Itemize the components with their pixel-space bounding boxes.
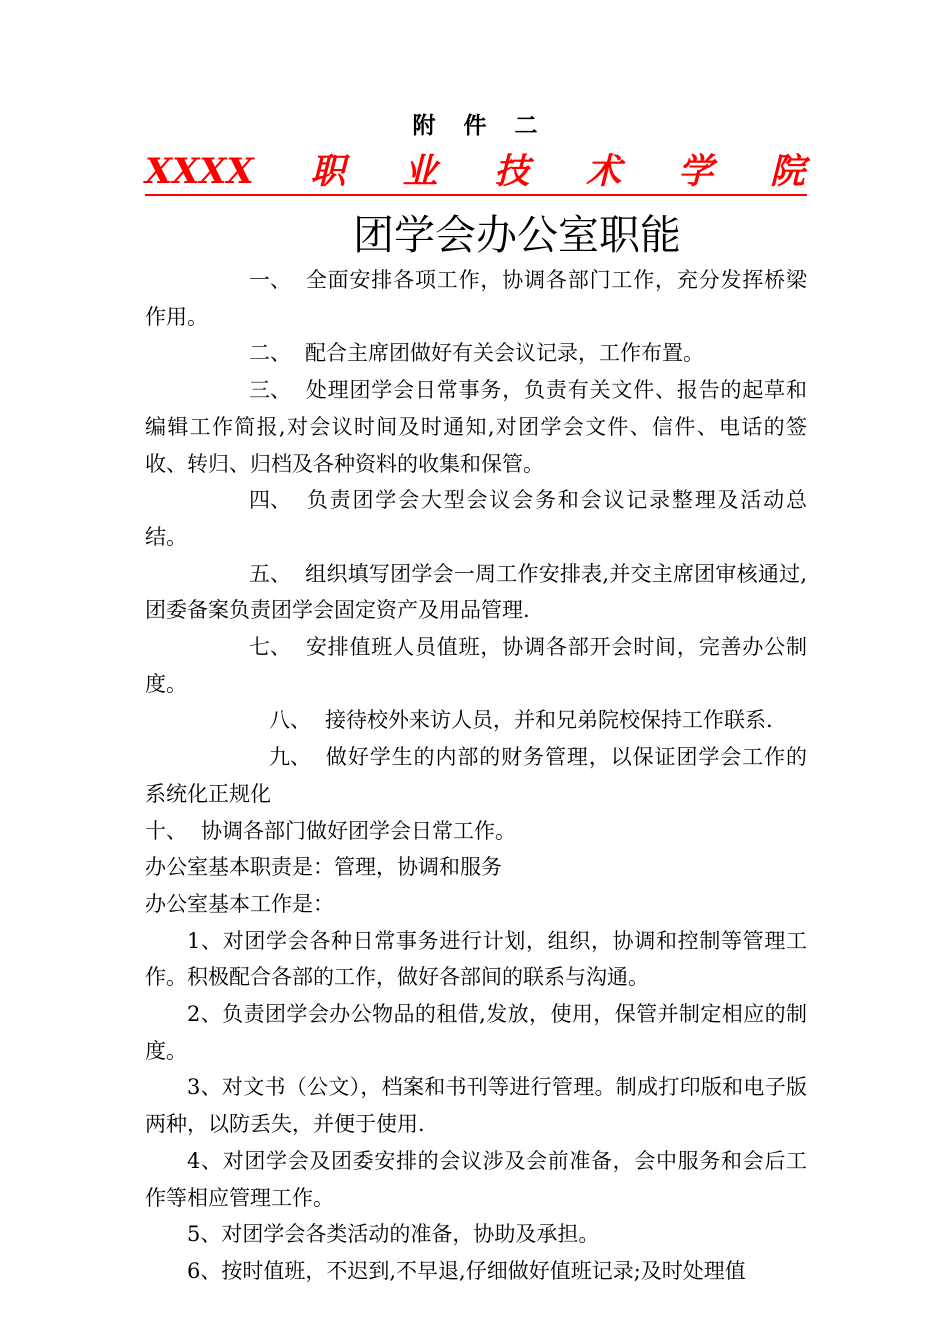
duty-number: 九、 (269, 745, 311, 770)
duty-text: 全面安排各项工作，协调各部门工作，充分发挥桥梁作用。 (145, 268, 807, 329)
duty-item (145, 556, 807, 629)
basic-work-heading: 办公室基本工作是： (145, 891, 334, 916)
duty-text: 协调各部门做好团学会日常工作。 (201, 818, 516, 843)
college-name-part: 学 (678, 151, 714, 192)
duty-text: 接待校外来访人员，并和兄弟院校保持工作联系. (325, 708, 773, 733)
duty-text: 组织填写团学会一周工作安排表,并交主席团审核通过,团委备案负责团学会固定资产及用品管理. (145, 561, 807, 623)
work-item: 5、对团学会各类活动的准备，协助及承担。 (187, 1222, 600, 1247)
duty-text: 做好学生的内部的财务管理，以保证团学会工作的系统化正规化 (145, 745, 807, 806)
college-name-part: 技 (494, 151, 530, 192)
document-body (145, 262, 807, 1290)
basic-duty: 办公室基本职责是：管理，协调和服务 (145, 855, 502, 880)
duty-number: 十、 (145, 818, 187, 843)
attachment-label: 附件二 (412, 112, 566, 139)
duty-item (145, 813, 807, 850)
duty-text: 配合主席团做好有关会议记录，工作布置。 (305, 341, 704, 366)
duty-number: 三、 (249, 378, 291, 403)
work-item: 3、对文书（公文），档案和书刊等进行管理。制成打印版和电子版两种，以防丢失，并便于使用. (145, 1075, 807, 1137)
work-item: 6、按时值班，不迟到,不早退,仔细做好值班记录;及时处理值 (187, 1258, 746, 1283)
duty-number: 五、 (249, 561, 291, 586)
college-name-part: 院 (769, 151, 805, 192)
duty-item (145, 629, 807, 702)
duty-item (145, 702, 807, 739)
duty-item (145, 482, 807, 555)
college-name (145, 150, 805, 194)
college-name-part: 业 (402, 151, 438, 192)
college-name-part: 术 (586, 151, 622, 192)
duty-number: 二、 (249, 341, 291, 366)
page-title: 团学会办公室职能 (353, 211, 681, 259)
duty-item (145, 262, 807, 335)
duty-item (145, 372, 807, 482)
duty-item (145, 335, 807, 372)
work-item: 4、对团学会及团委安排的会议涉及会前准备，会中服务和会后工作等相应管理工作。 (145, 1148, 807, 1210)
duty-number: 四、 (249, 488, 291, 513)
duty-text: 负责团学会大型会议会务和会议记录整理及活动总结。 (145, 488, 807, 549)
duty-item (145, 739, 807, 812)
duty-text: 处理团学会日常事务，负责有关文件、报告的起草和编辑工作简报,对会议时间及时通知,对团学会文件、信件、电话的签收、转归、归档及各种资料的收集和保管。 (145, 378, 807, 476)
duty-text: 安排值班人员值班，协调各部开会时间，完善办公制度。 (145, 635, 807, 696)
college-name-part: XXXX (145, 151, 254, 192)
duty-number: 一、 (249, 268, 291, 292)
work-item: 2、负责团学会办公物品的租借,发放，使用，保管并制定相应的制度。 (145, 1002, 807, 1063)
red-divider-line (145, 194, 807, 196)
college-name-part: 职 (310, 151, 346, 192)
work-item: 1、对团学会各种日常事务进行计划，组织，协调和控制等管理工作。积极配合各部的工作，做好各部间的联系与沟通。 (145, 928, 807, 990)
duty-number: 八、 (269, 708, 311, 733)
duty-number: 七、 (249, 635, 291, 660)
